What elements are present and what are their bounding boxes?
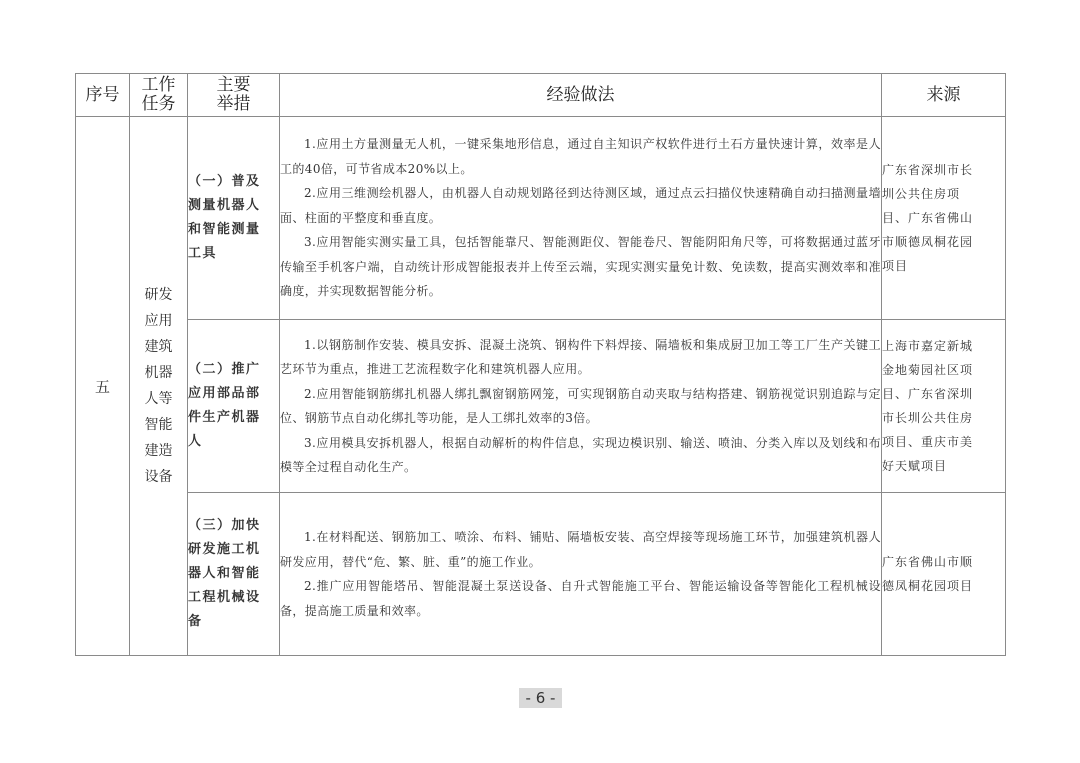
source-cell	[882, 493, 1006, 656]
source-line: 好天赋项目	[882, 459, 948, 473]
practice-item: 2.推广应用智能塔吊、智能混凝土泵送设备、自升式智能施工平台、智能运输设备等智能化工程机械设备，提高施工质量和效率。	[280, 579, 881, 618]
measure-cell	[188, 320, 280, 493]
task-line: 建筑	[144, 339, 173, 355]
task-line: 研发	[144, 287, 173, 303]
seq-cell: 五	[76, 117, 130, 656]
measure-line: 应用部品部	[188, 386, 261, 401]
table-row	[76, 493, 1006, 656]
measure-line: 工具	[188, 246, 218, 261]
practice-item: 1.以钢筋制作安装、模具安拆、混凝土浇筑、钢构件下料焊接、隔墙板和集成厨卫加工等工厂生产关键工艺环节为重点，推进工艺流程数字化和建筑机器人应用。	[280, 337, 881, 376]
header-measure-line-2: 举措	[216, 94, 251, 114]
practice-item: 1.应用土方量测量无人机，一键采集地形信息，通过自主知识产权软件进行土石方量快速计算，效率是人工的40倍，可节省成本20%以上。	[280, 137, 881, 176]
task-line: 建造	[144, 443, 173, 459]
source-line: 项目、重庆市美	[882, 435, 974, 449]
table-row	[76, 117, 1006, 320]
measure-line: 和智能测量	[188, 222, 261, 237]
measure-line: 研发施工机	[188, 542, 261, 557]
measure-cell	[188, 117, 280, 320]
source-line: 德凤桐花园项目	[882, 579, 974, 593]
task-line: 设备	[144, 469, 173, 485]
table-row	[76, 320, 1006, 493]
practice-item: 2.应用三维测绘机器人，由机器人自动规划路径到达待测区域，通过点云扫描仪快速精确自动扫描测量墙面、柱面的平整度和垂直度。	[280, 186, 881, 225]
source-cell	[882, 117, 1006, 320]
task-cell	[130, 117, 188, 656]
measure-line: 工程机械设	[188, 590, 261, 605]
source-line: 市顺德凤桐花园	[882, 235, 974, 249]
practice-item: 3.应用智能实测实量工具，包括智能靠尺、智能测距仪、智能卷尺、智能阴阳角尺等，可将数据通过蓝牙传输至手机客户端，自动统计形成智能报表并上传至云端，实现实测实量免计数、免读数，提高实测效率和准确度，并实现数据智能分析。	[280, 235, 881, 299]
measure-line: 人	[188, 434, 203, 449]
measure-line: （一）普及	[188, 174, 261, 189]
practice-item: 1.在材料配送、钢筋加工、喷涂、布料、铺贴、隔墙板安装、高空焊接等现场施工环节，加强建筑机器人研发应用，替代“危、繁、脏、重”的施工作业。	[280, 530, 881, 569]
header-seq: 序号	[76, 74, 130, 117]
source-line: 广东省佛山市顺	[882, 555, 974, 569]
source-cell	[882, 320, 1006, 493]
measures-table	[75, 73, 1006, 656]
practice-item: 2.应用智能钢筋绑扎机器人绑扎飘窗钢筋网笼，可实现钢筋自动夹取与结构搭建、钢筋视觉识别追踪与定位、钢筋节点自动化绑扎等功能，是人工绑扎效率的3倍。	[280, 386, 881, 425]
measure-line: 测量机器人	[188, 198, 261, 213]
header-source: 来源	[882, 74, 1006, 117]
source-line: 市长圳公共住房	[882, 411, 974, 425]
practice-cell	[280, 117, 882, 320]
header-row	[76, 74, 1006, 117]
source-line: 上海市嘉定新城	[882, 339, 974, 353]
source-line: 广东省深圳市长	[882, 163, 974, 177]
task-line: 智能	[144, 417, 173, 433]
source-line: 目、广东省佛山	[882, 211, 974, 225]
task-line: 机器	[144, 365, 173, 381]
source-line: 圳公共住房项	[882, 187, 961, 201]
source-line: 目、广东省深圳	[882, 387, 974, 401]
practice-cell	[280, 320, 882, 493]
page-number: - 6 -	[519, 688, 562, 708]
source-line: 金地菊园社区项	[882, 363, 974, 377]
measure-line: 器人和智能	[188, 566, 261, 581]
practice-cell	[280, 493, 882, 656]
measure-line: 件生产机器	[188, 410, 261, 425]
measure-line: （三）加快	[188, 518, 261, 533]
measure-line: （二）推广	[188, 362, 261, 377]
task-line: 人等	[144, 391, 173, 407]
header-measure-line-1: 主要	[216, 75, 251, 95]
header-task-line-2: 任务	[141, 94, 176, 114]
task-line: 应用	[144, 313, 173, 329]
source-line: 项目	[882, 259, 909, 273]
header-measure	[188, 74, 280, 117]
header-task	[130, 74, 188, 117]
header-practice: 经验做法	[280, 74, 882, 117]
header-task-line-1: 工作	[141, 75, 176, 95]
measure-line: 备	[188, 614, 203, 629]
measure-cell	[188, 493, 280, 656]
practice-item: 3.应用模具安拆机器人，根据自动解析的构件信息，实现边模识别、输送、喷油、分类入库以及划线和布模等全过程自动化生产。	[280, 435, 881, 474]
